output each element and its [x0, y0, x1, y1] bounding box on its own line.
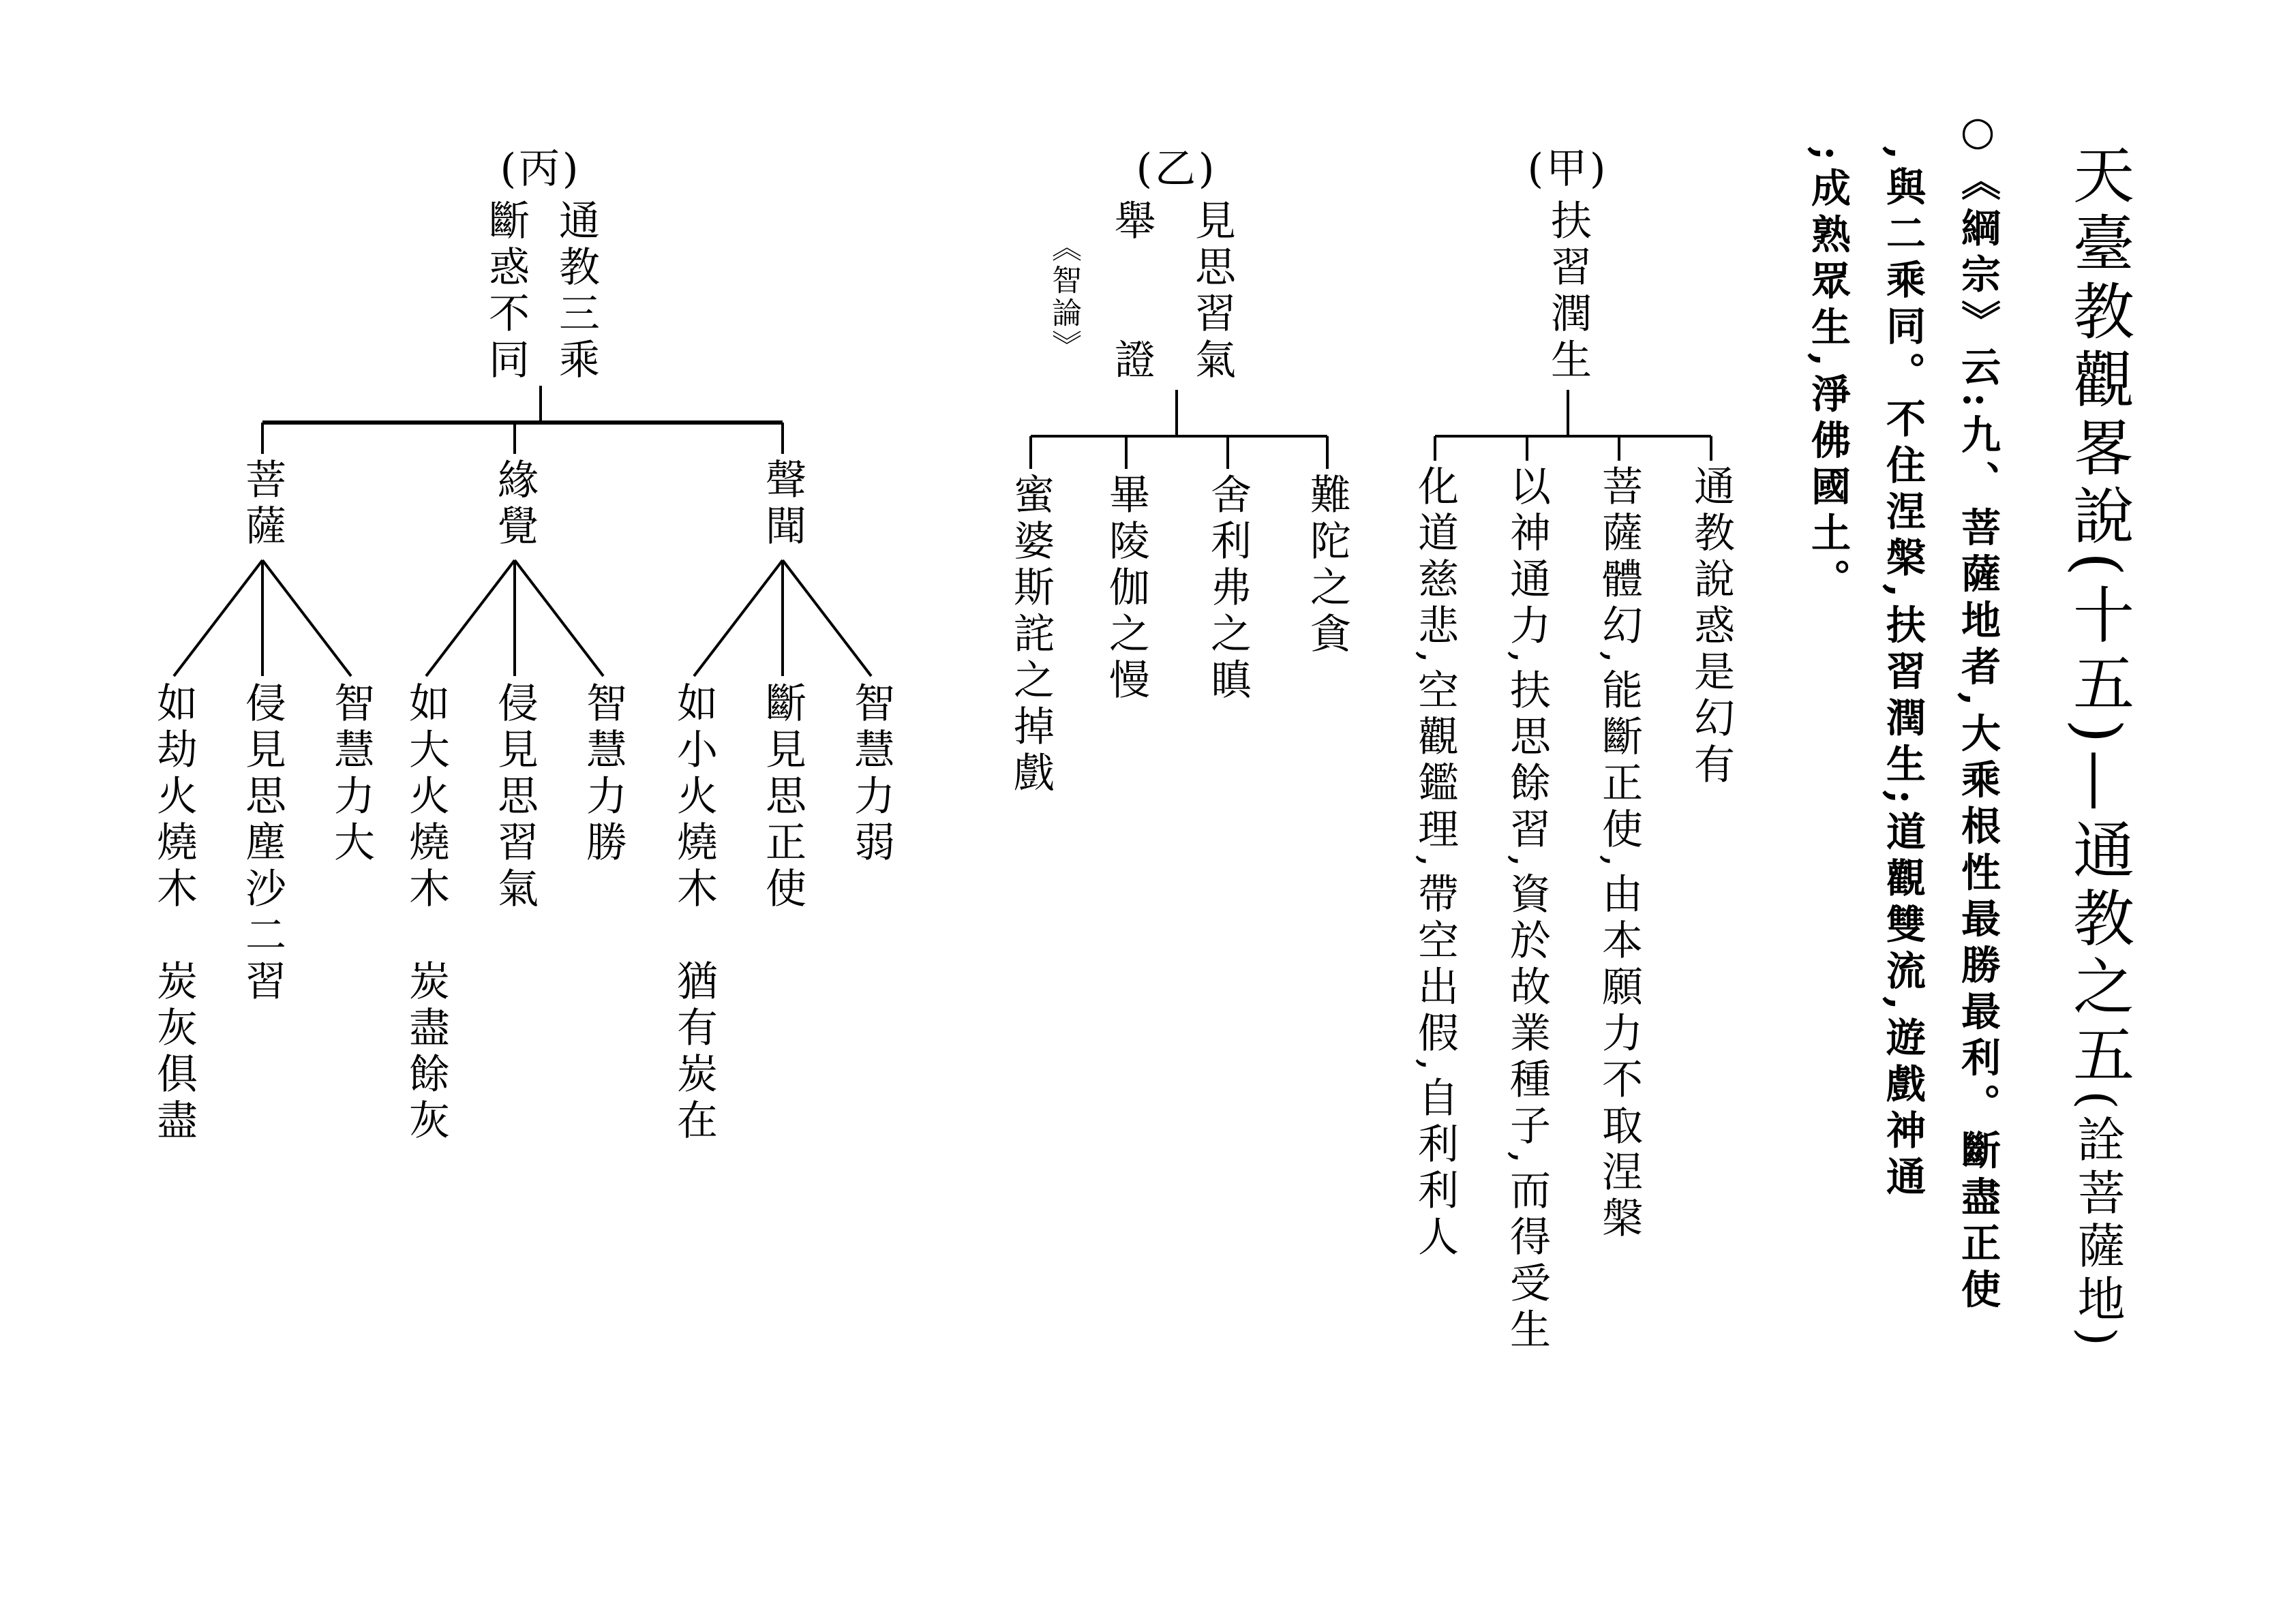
group-leaf: 如小火燒木 猶有炭在 — [670, 682, 718, 1145]
group-leaf: 斷見思正使 — [759, 682, 806, 913]
group-label-pusa: 菩薩 — [239, 458, 286, 551]
section-jia-branch: 通教說惑是幻有 — [1687, 465, 1735, 789]
section-yi-heading-cite: 舉 — [1108, 199, 1155, 245]
section-yi-branch: 蜜婆斯詫之掉戲 — [1007, 473, 1055, 797]
quote-column-1: ○《綱宗》云:九、菩薩地者,大乘根性最勝最利。斷盡正使 — [1954, 108, 2001, 1315]
group-leaf: 侵見思習氣 — [491, 682, 539, 913]
section-jia-heading: 扶習潤生 — [1544, 199, 1592, 384]
group-leaf: 智慧力大 — [327, 682, 375, 867]
group-leaf: 侵見思塵沙二習 — [239, 682, 286, 1006]
group-leaf: 智慧力弱 — [847, 682, 895, 867]
group-leaf: 智慧力勝 — [579, 682, 627, 867]
page-title — [2062, 143, 2134, 1351]
section-yi-branch: 難陀之貪 — [1303, 473, 1351, 658]
section-bing-heading-left: 斷惑不同 — [482, 199, 530, 384]
section-yi-marker: (乙) — [1136, 145, 1218, 193]
quote-column-3: ;成熟眾生,淨佛國土。 — [1804, 146, 1851, 605]
section-jia-branch: 化道慈悲,空觀鑑理,帶空出假,自利利人 — [1411, 465, 1459, 1262]
section-yi-heading-subject: 見思習氣 — [1188, 199, 1236, 384]
group-label-shengwen: 聲聞 — [759, 458, 806, 551]
jia-connectors — [1435, 390, 1711, 461]
section-jia-branch: 以神通力,扶思餘習,資於故業種子,而得受生 — [1503, 465, 1551, 1355]
yi-connectors — [1031, 390, 1327, 469]
section-yi-branch: 舍利弗之瞋 — [1204, 473, 1252, 705]
section-jia-marker: (甲) — [1527, 145, 1609, 193]
quote-column-2: ,與二乘同。不住涅槃,扶習潤生;道觀雙流,遊戲神通 — [1879, 146, 1926, 1202]
section-bing-marker: (丙) — [500, 145, 581, 193]
group-leaf: 如劫火燒木 炭灰俱盡 — [150, 682, 198, 1145]
section-yi-heading-prove: 證 — [1108, 338, 1155, 384]
section-yi-source-title: 《智論》 — [1046, 232, 1081, 363]
group-label-yuanjue: 緣覺 — [491, 458, 539, 551]
page-title-sub: (詮菩薩地) — [2070, 1090, 2126, 1351]
page-title-main: 天臺教觀畧說(十五)—通教之五 — [2062, 143, 2134, 1091]
group-leaf: 如大火燒木 炭盡餘灰 — [402, 682, 450, 1145]
section-jia-branch: 菩薩體幻,能斷正使,由本願力不取涅槃 — [1595, 465, 1643, 1244]
section-bing-heading-right: 通教三乘 — [552, 199, 600, 384]
section-yi-branch: 畢陵伽之慢 — [1102, 473, 1150, 705]
